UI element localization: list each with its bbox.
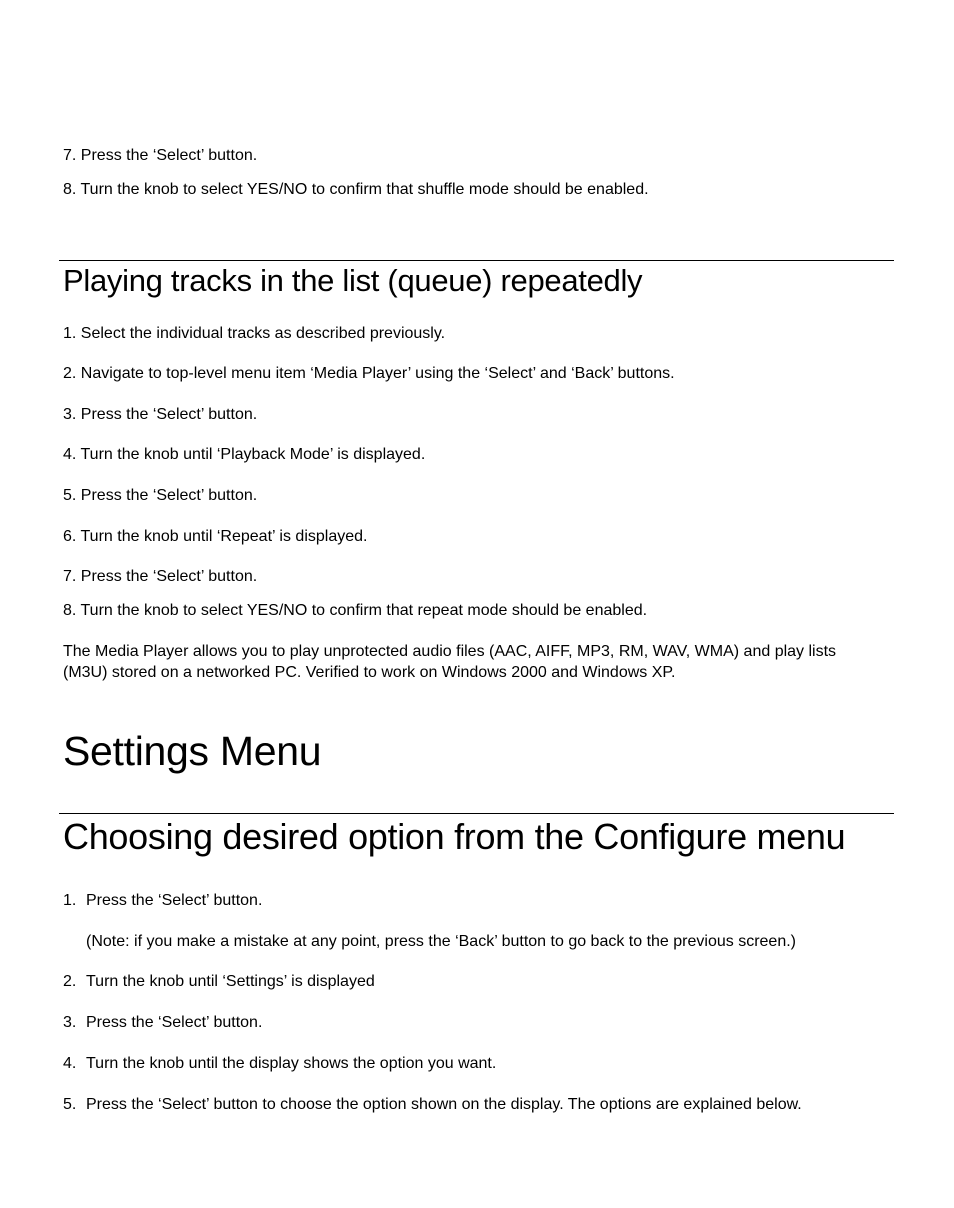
step-7-shuffle: 7. Press the ‘Select’ button. bbox=[63, 147, 258, 164]
repeat-step-2: 2. Navigate to top-level menu item ‘Media Player’ using the ‘Select’ and ‘Back’ buttons. bbox=[63, 365, 675, 382]
step-number: 2. bbox=[63, 973, 77, 990]
section-divider bbox=[59, 260, 894, 261]
repeat-step-7: 7. Press the ‘Select’ button. bbox=[63, 568, 258, 585]
repeat-step-1: 1. Select the individual tracks as described previously. bbox=[63, 325, 446, 342]
configure-step-5 bbox=[63, 1095, 802, 1115]
section-divider bbox=[59, 813, 894, 814]
step-8-shuffle: 8. Turn the knob to select YES/NO to confirm that shuffle mode should be enabled. bbox=[63, 181, 649, 198]
step-number: 4. bbox=[63, 1055, 77, 1072]
repeat-step-5: 5. Press the ‘Select’ button. bbox=[63, 487, 258, 504]
configure-note: (Note: if you make a mistake at any point, press the ‘Back’ button to go back to the previous screen.) bbox=[86, 933, 796, 950]
section-heading-repeat: Playing tracks in the list (queue) repeatedly bbox=[63, 263, 643, 298]
configure-step-2 bbox=[63, 972, 375, 992]
configure-step-3 bbox=[63, 1013, 262, 1033]
step-number: 5. bbox=[63, 1096, 77, 1113]
media-player-description: The Media Player allows you to play unprotected audio files (AAC, AIFF, MP3, RM, WAV, WMA) and play lists (M3U) stored on a networked PC. Verified to work on Windows 2000 and Windows XP. bbox=[63, 643, 837, 681]
configure-step-4 bbox=[63, 1054, 496, 1074]
repeat-step-4: 4. Turn the knob until ‘Playback Mode’ is displayed. bbox=[63, 446, 426, 463]
step-number: 3. bbox=[63, 1014, 77, 1031]
repeat-step-3: 3. Press the ‘Select’ button. bbox=[63, 406, 258, 423]
step-text: Press the ‘Select’ button. bbox=[86, 1014, 263, 1031]
repeat-step-8: 8. Turn the knob to select YES/NO to confirm that repeat mode should be enabled. bbox=[63, 602, 648, 619]
repeat-step-6: 6. Turn the knob until ‘Repeat’ is displayed. bbox=[63, 528, 368, 545]
configure-step-1 bbox=[63, 891, 262, 911]
section-heading-configure: Choosing desired option from the Configure menu bbox=[63, 816, 846, 857]
step-number: 1. bbox=[63, 892, 77, 909]
page-title-settings-menu: Settings Menu bbox=[63, 728, 322, 774]
step-text: Turn the knob until ‘Settings’ is displayed bbox=[86, 973, 375, 990]
step-text: Press the ‘Select’ button to choose the option shown on the display. The options are explained below. bbox=[86, 1096, 802, 1113]
step-text: Turn the knob until the display shows the option you want. bbox=[86, 1055, 497, 1072]
step-text: Press the ‘Select’ button. bbox=[86, 892, 263, 909]
